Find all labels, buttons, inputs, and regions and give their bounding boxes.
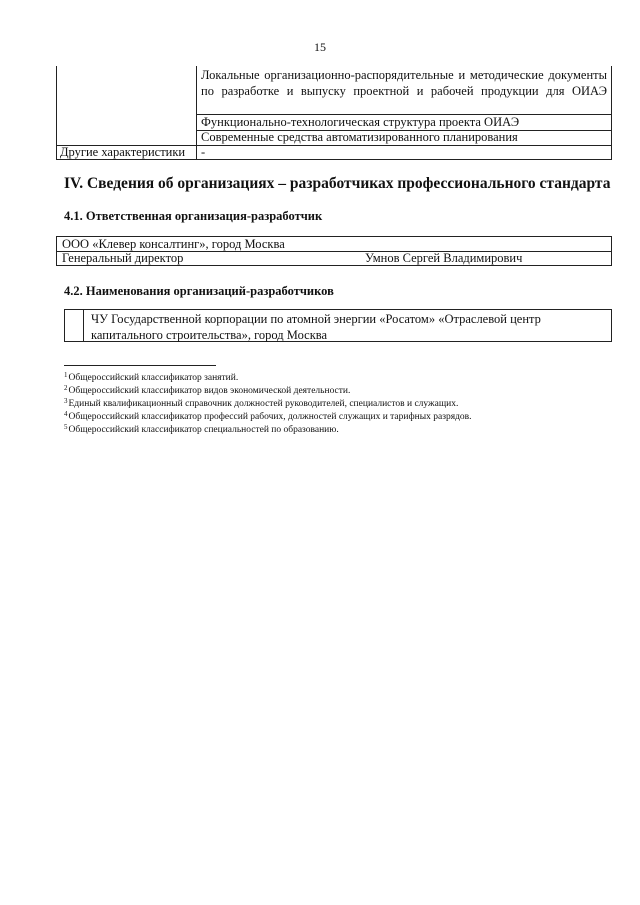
footnote-text: Общероссийский классификатор специальностей по образованию.	[68, 425, 339, 435]
footnote	[64, 409, 472, 423]
footnote-mark: 5	[64, 423, 68, 431]
footnote-separator	[64, 365, 216, 366]
table-cell-text: Функционально-технологическая структура проекта ОИАЭ	[201, 115, 520, 129]
other-characteristics-value: -	[201, 145, 206, 159]
footnote-text: Общероссийский классификатор профессий рабочих, должностей служащих и тарифных разрядов.	[68, 412, 472, 422]
page-number: 15	[314, 40, 326, 54]
table-cell-text: Локальные организационно-распорядительные и методические документы по разработке и выпуску проектной и рабочей продукции для ОИАЭ	[201, 68, 607, 98]
table-column-divider	[83, 310, 84, 341]
footnote	[64, 422, 339, 436]
footnote	[64, 370, 238, 384]
responsible-org-table	[56, 236, 612, 266]
other-characteristics-label: Другие характеристики	[60, 145, 186, 159]
footnote-mark: 2	[64, 384, 68, 392]
responsible-org-name: ООО «Клевер консалтинг», город Москва	[62, 237, 285, 251]
footnote-mark: 4	[64, 410, 68, 418]
developers-table	[64, 309, 612, 342]
developer-name: ЧУ Государственной корпорации по атомной энергии «Росатом» «Отраслевой центр капитального строительства», город Москва	[91, 312, 541, 342]
footnote-text: Общероссийский классификатор видов экономической деятельности.	[68, 386, 351, 396]
table-cell-text: Современные средства автоматизированного планирования	[201, 130, 518, 144]
responsible-org-heading: 4.1. Ответственная организация-разработчик	[64, 209, 323, 223]
developers-heading: 4.2. Наименования организаций-разработчиков	[64, 284, 334, 298]
footnote	[64, 396, 458, 410]
footnote-text: Единый квалификационный справочник должностей руководителей, специалистов и служащих.	[68, 399, 459, 409]
responsible-person: Умнов Сергей Владимирович	[365, 251, 523, 265]
characteristics-table	[56, 66, 612, 160]
footnote	[64, 383, 350, 397]
table-row	[201, 67, 607, 99]
section-title: IV. Сведения об организациях – разработчиках профессионального стандарта	[64, 175, 611, 192]
responsible-position: Генеральный директор	[62, 251, 184, 265]
footnote-mark: 3	[64, 397, 68, 405]
footnote-text: Общероссийский классификатор занятий.	[68, 373, 239, 383]
footnote-mark: 1	[64, 371, 68, 379]
